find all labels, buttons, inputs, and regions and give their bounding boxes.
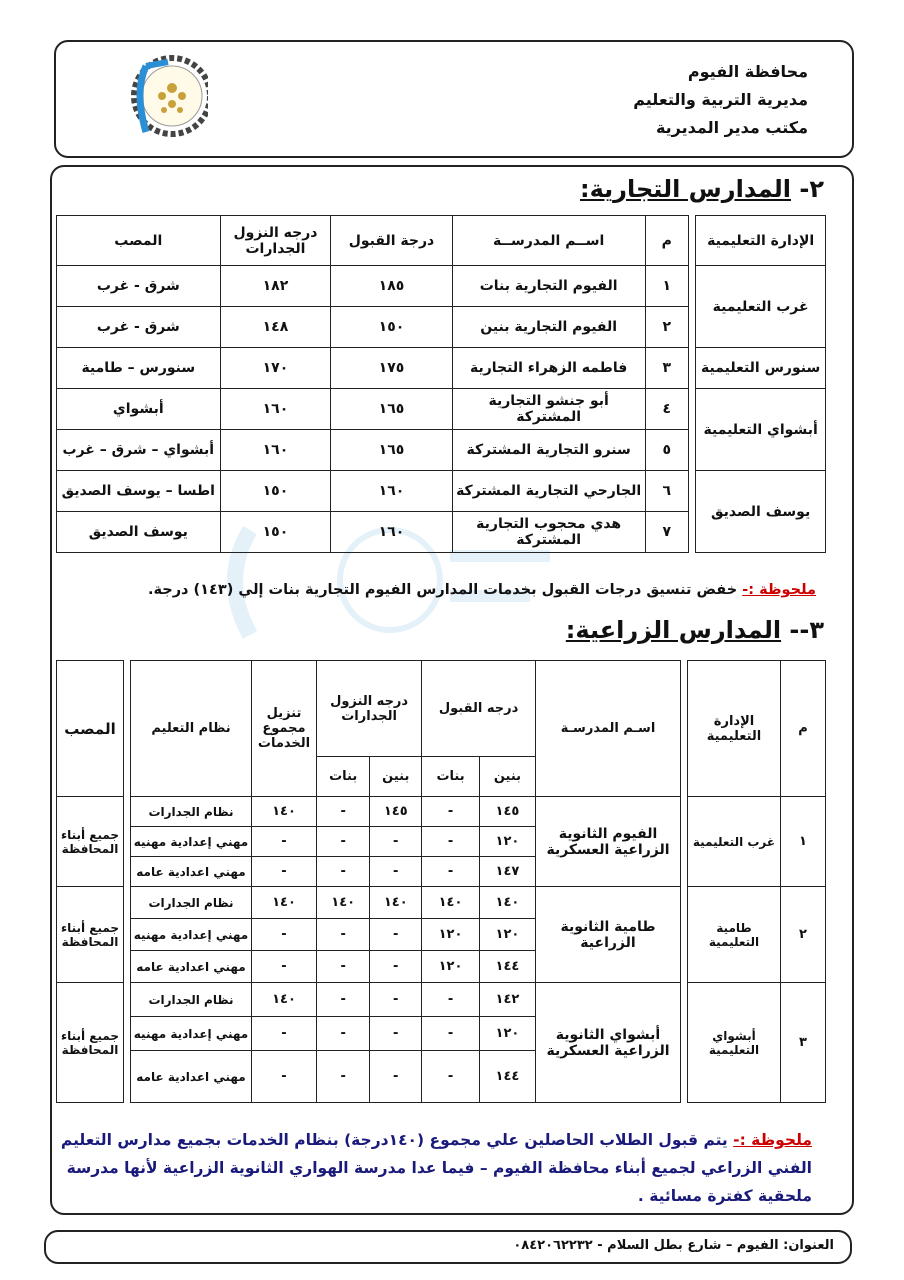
system-cell: نظام الجدارات [131,983,252,1017]
admin-cell: أبشواي التعليمية [688,983,781,1103]
down-cell: ١٥٠ [220,512,331,553]
section3-heading: المدارس الزراعية: [565,616,782,644]
dest-cell: سنورس – طامية [57,348,221,389]
table-row [57,983,826,1017]
down-girls-cell: - [317,857,370,887]
col-accept-girls: بنات [422,757,480,797]
col-accept: درجة القبول [331,216,452,266]
accept-boys-cell: ١٤٠ [479,887,535,919]
agricultural-schools-table [56,660,826,1103]
down-girls-cell: - [317,951,370,983]
school-cell: الجارحي التجارية المشتركة [452,471,645,512]
governorate-name: محافظة الفيوم [687,62,808,81]
col-system: نظام التعليم [131,661,252,797]
col-services: تنزيل مجموع الخدمات [252,661,317,797]
admin-cell: طامية التعليمية [688,887,781,983]
number-cell: ٢ [645,307,688,348]
down-boys-cell: - [370,1017,422,1051]
down-cell: ١٨٢ [220,266,331,307]
col-down: درجه النزول الجدارات [220,216,331,266]
school-cell: أبشواي الثانوية الزراعية العسكرية [536,983,681,1103]
down-cell: ١٦٠ [220,430,331,471]
school-cell: الفيوم التجارية بنين [452,307,645,348]
col-down-boys: بنين [370,757,422,797]
down-cell: ١٥٠ [220,471,331,512]
down-boys-cell: - [370,951,422,983]
services-cell: - [252,857,317,887]
admin-cell: غرب التعليمية [688,797,781,887]
services-cell: ١٤٠ [252,887,317,919]
accept-cell: ١٦٥ [331,389,452,430]
col-dest: المصب [57,216,221,266]
down-girls-cell: - [317,1017,370,1051]
accept-boys-cell: ١٤٥ [479,797,535,827]
accept-cell: ١٦٠ [331,512,452,553]
down-girls-cell: ١٤٠ [317,887,370,919]
down-girls-cell: - [317,797,370,827]
section2-title [580,175,824,203]
col-dest: المصب [57,661,124,797]
accept-boys-cell: ١٤٧ [479,857,535,887]
dest-cell: أبشواي – شرق – غرب [57,430,221,471]
school-cell: هدي محجوب التجارية المشتركة [452,512,645,553]
table-row [57,266,826,307]
system-cell: مهني إعدادية مهنيه [131,1017,252,1051]
services-cell: - [252,827,317,857]
down-cell: ١٤٨ [220,307,331,348]
table-row [57,471,826,512]
table-row [57,797,826,827]
dest-cell: شرق - غرب [57,266,221,307]
accept-girls-cell: - [422,1051,480,1103]
dest-cell: يوسف الصديق [57,512,221,553]
accept-cell: ١٦٠ [331,471,452,512]
accept-girls-cell: - [422,827,480,857]
directorate-name: مديرية التربية والتعليم [633,90,808,109]
dest-cell: جميع أبناء المحافظة [57,887,124,983]
school-cell: طامية الثانوية الزراعية [536,887,681,983]
down-cell: ١٦٠ [220,389,331,430]
accept-girls-cell: - [422,797,480,827]
table-row [57,389,826,430]
col-number: م [645,216,688,266]
accept-cell: ١٦٥ [331,430,452,471]
admin-cell: يوسف الصديق [696,471,826,553]
down-girls-cell: - [317,919,370,951]
col-accept: درجه القبول [422,661,536,757]
col-accept-boys: بنين [479,757,535,797]
admin-cell: سنورس التعليمية [696,348,826,389]
office-name: مكتب مدير المديرية [655,118,808,137]
section2-heading: المدارس التجارية: [579,175,792,203]
number-cell: ١ [781,797,826,887]
section2-number: ٢- [791,175,824,203]
note-label: ملحوظة :- [733,1131,812,1149]
school-cell: سنرو التجارية المشتركة [452,430,645,471]
down-girls-cell: - [317,983,370,1017]
accept-boys-cell: ١٢٠ [479,1017,535,1051]
section3-title [566,616,824,644]
note-text: يتم قبول الطلاب الحاصلين علي مجموع (١٤٠درجة) بنظام الخدمات بجميع مدارس التعليم الفني الزراعي لجميع أبناء محافظة الفيوم – فيما عدا مدرسة الهواري الثانوية الزراعية لأنها مدرسة ملحقية كفترة مسائية . [60,1131,812,1205]
dest-cell: جميع أبناء المحافظة [57,983,124,1103]
system-cell: مهني اعدادية عامه [131,951,252,983]
system-cell: مهني إعدادية مهنيه [131,827,252,857]
down-girls-cell: - [317,827,370,857]
number-cell: ٦ [645,471,688,512]
school-cell: أبو جنشو التجارية المشتركة [452,389,645,430]
number-cell: ١ [645,266,688,307]
accept-girls-cell: - [422,857,480,887]
number-cell: ٣ [645,348,688,389]
school-cell: الفيوم التجارية بنات [452,266,645,307]
services-cell: ١٤٠ [252,983,317,1017]
commercial-note [76,582,816,598]
dest-cell: شرق - غرب [57,307,221,348]
note-text: خفض تنسيق درجات القبول بخدمات المدارس الفيوم التجارية بنات إلي (١٤٣) درجة. [147,582,743,598]
services-cell: ١٤٠ [252,797,317,827]
system-cell: مهني اعدادية عامه [131,1051,252,1103]
number-cell: ٧ [645,512,688,553]
down-boys-cell: ١٤٠ [370,887,422,919]
school-cell: الفيوم الثانوية الزراعية العسكرية [536,797,681,887]
accept-girls-cell: ١٢٠ [422,919,480,951]
directorate-logo [128,52,208,144]
admin-cell: أبشواي التعليمية [696,389,826,471]
down-boys-cell: - [370,919,422,951]
down-boys-cell: - [370,857,422,887]
accept-cell: ١٨٥ [331,266,452,307]
commercial-schools-table [56,215,826,553]
number-cell: ٣ [781,983,826,1103]
accept-boys-cell: ١٤٤ [479,951,535,983]
services-cell: - [252,1017,317,1051]
accept-girls-cell: ١٤٠ [422,887,480,919]
dest-cell: جميع أبناء المحافظة [57,797,124,887]
services-cell: - [252,919,317,951]
number-cell: ٤ [645,389,688,430]
system-cell: نظام الجدارات [131,797,252,827]
down-boys-cell: - [370,1051,422,1103]
down-boys-cell: ١٤٥ [370,797,422,827]
note-label: ملحوظة :- [742,582,816,598]
services-cell: - [252,1051,317,1103]
table-row [57,348,826,389]
school-cell: فاطمه الزهراء التجارية [452,348,645,389]
col-school: اسـم المدرسـة [536,661,681,797]
down-girls-cell: - [317,1051,370,1103]
accept-girls-cell: - [422,1017,480,1051]
accept-boys-cell: ١٤٢ [479,983,535,1017]
footer-address: العنوان: الفيوم – شارع بطل السلام - ٠٨٤٢٠٦٢٢٣٢ [513,1238,834,1253]
number-cell: ٥ [645,430,688,471]
number-cell: ٢ [781,887,826,983]
section3-number: ٣-- [781,616,824,644]
accept-cell: ١٧٥ [331,348,452,389]
col-school: اســم المدرســة [452,216,645,266]
accept-cell: ١٥٠ [331,307,452,348]
col-down-girls: بنات [317,757,370,797]
accept-girls-cell: - [422,983,480,1017]
col-number: م [781,661,826,797]
down-cell: ١٧٠ [220,348,331,389]
col-admin: الإدارة التعليمية [688,661,781,797]
accept-boys-cell: ١٢٠ [479,919,535,951]
down-boys-cell: - [370,983,422,1017]
dest-cell: اطسا – يوسف الصديق [57,471,221,512]
dest-cell: أبشواي [57,389,221,430]
col-down: درجه النزول الجدارات [317,661,422,757]
accept-girls-cell: ١٢٠ [422,951,480,983]
services-cell: - [252,951,317,983]
system-cell: نظام الجدارات [131,887,252,919]
col-admin: الإدارة التعليمية [696,216,826,266]
down-boys-cell: - [370,827,422,857]
table-row [57,887,826,919]
system-cell: مهني إعدادية مهنيه [131,919,252,951]
accept-boys-cell: ١٢٠ [479,827,535,857]
agricultural-note [52,1126,812,1210]
accept-boys-cell: ١٤٤ [479,1051,535,1103]
admin-cell: غرب التعليمية [696,266,826,348]
system-cell: مهني اعدادية عامه [131,857,252,887]
